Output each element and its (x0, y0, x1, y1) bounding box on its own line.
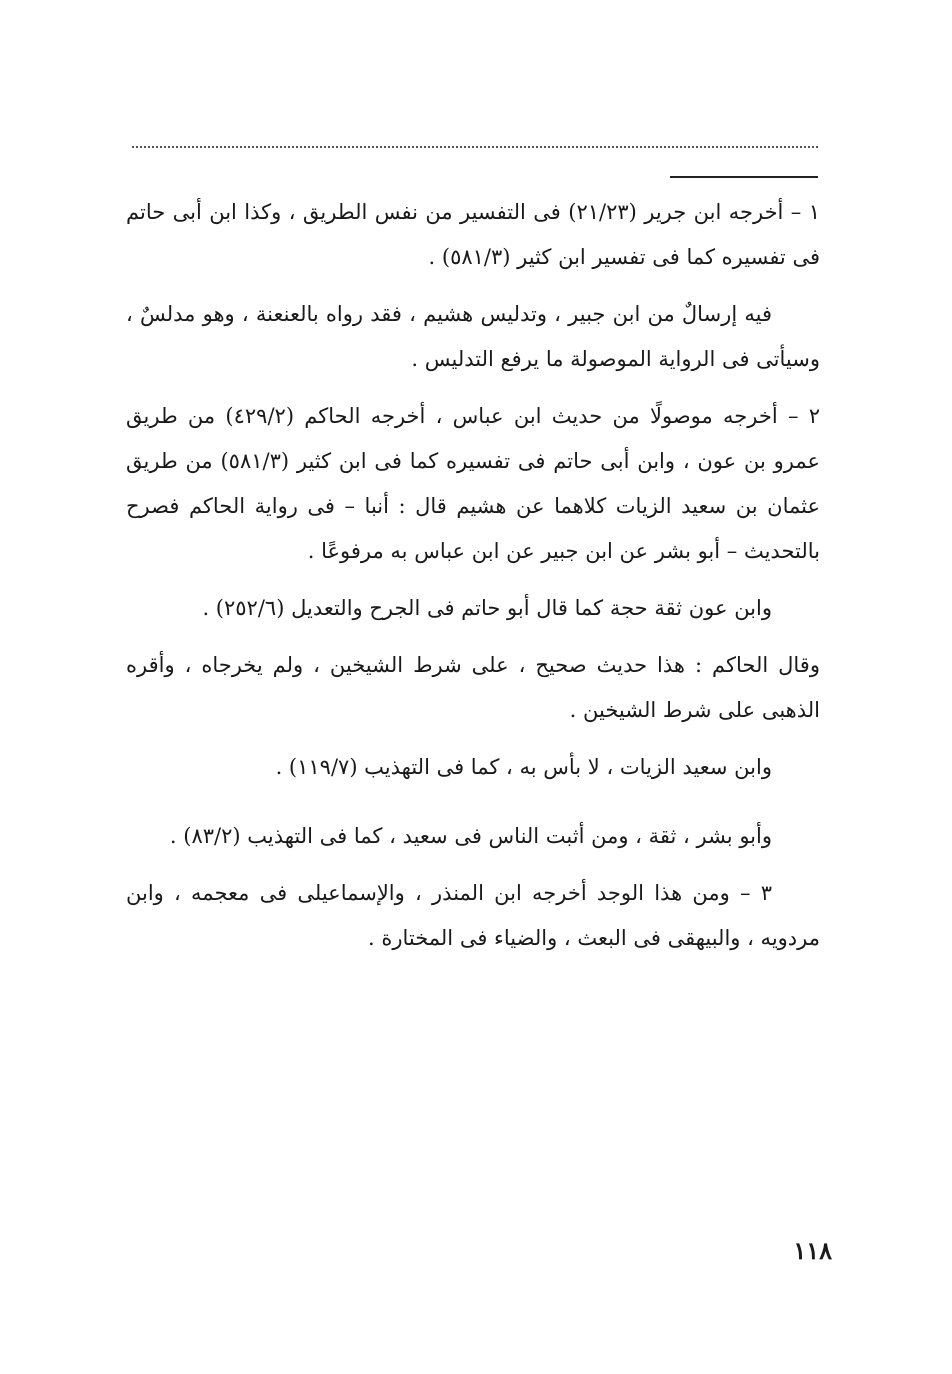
footnote-1-comment: فيه إرسالٌ من ابن جبير ، وتدليس هشيم ، فقد رواه بالعنعنة ، وهو مدلسٌ ، وسيأتى فى الرواية الموصولة ما يرفع التدليس . (126, 302, 820, 371)
page-number: ١١٨ (793, 1236, 832, 1265)
footnote-2: ٢ – أخرجه موصولًا من حديث ابن عباس ، أخرجه الحاكم (٤٢٩/٢) من طريق عمرو بن عون ، وابن أبى حاتم فى تفسيره كما فى ابن كثير (٥٨١/٣) من طريق عثمان بن سعيد الزيات كلاهما عن هشيم قال : أنبا – فى رواية الحاكم فصرح بالتحديث – أبو بشر عن ابن جبير عن ابن عباس به مرفوعًا . (126, 404, 820, 563)
footnote-rule (670, 176, 818, 178)
footnotes-section (126, 190, 820, 973)
dotted-separator (132, 146, 818, 148)
footnote-2-note-zayyat: وابن سعيد الزيات ، لا بأس به ، كما فى التهذيب (١١٩/٧) . (275, 755, 772, 779)
footnote-2-note-hakim: وقال الحاكم : هذا حديث صحيح ، على شرط الشيخين ، ولم يخرجاه ، وأقره الذهبى على شرط الشيخين . (126, 653, 820, 722)
footnote-2-note-ibn-awn: وابن عون ثقة حجة كما قال أبو حاتم فى الجرح والتعديل (٢٥٢/٦) . (202, 596, 772, 620)
footnote-1: ١ – أخرجه ابن جرير (٢١/٢٣) فى التفسير من نفس الطريق ، وكذا ابن أبى حاتم فى تفسيره كما فى تفسير ابن كثير (٥٨١/٣) . (126, 200, 820, 269)
footnote-3: ٣ – ومن هذا الوجد أخرجه ابن المنذر ، والإسماعيلى فى معجمه ، وابن مردويه ، والبيهقى فى البعث ، والضياء فى المختارة . (126, 881, 820, 950)
footnote-2-note-abu-bishr: وأبو بشر ، ثقة ، ومن أثبت الناس فى سعيد ، كما فى التهذيب (٨٣/٢) . (169, 824, 772, 848)
